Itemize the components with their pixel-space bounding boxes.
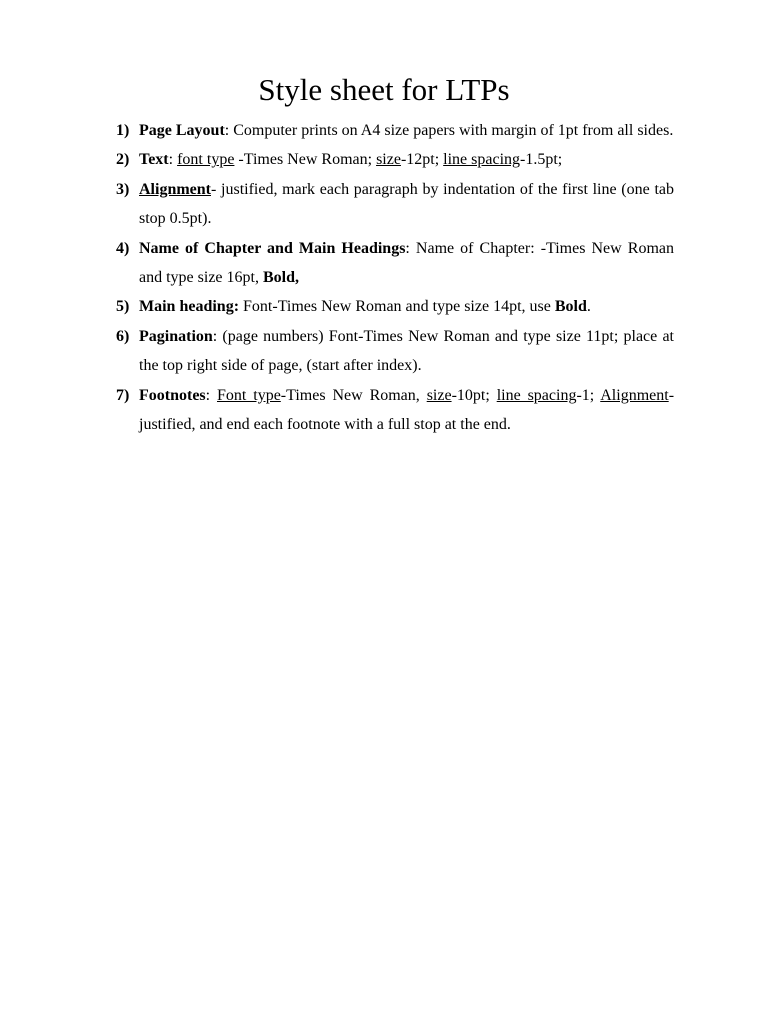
rule-footnotes [116,381,674,440]
font-type-term: Font type [217,386,281,404]
rule-text-formatting [116,145,674,174]
rule-separator: : [168,151,178,169]
rule-number: 2) [116,151,130,169]
rule-label: Text [139,151,169,169]
line-spacing-value: -1.5pt; [520,151,563,169]
style-rules-list [116,116,674,439]
rule-bold-word: Bold [554,298,587,316]
rule-end: . [586,298,591,316]
rule-text: : (page numbers) Font-Times New Roman and type size 11pt; place at the top right side of page, (start after index). [139,327,674,375]
rule-number: 4) [116,239,130,257]
rule-label: Main heading: [139,298,240,316]
rule-number: 7) [116,386,130,404]
font-type-value: -Times New Roman, [280,386,427,404]
alignment-value: - justified, and end each footnote with a full stop at the end. [139,386,675,434]
rule-number: 3) [116,180,130,198]
rule-bold-tail: Bold, [262,269,299,287]
rule-pagination [116,322,674,381]
size-value: -10pt; [451,386,497,404]
size-value: -12pt; [400,151,444,169]
alignment-term: Alignment [600,386,669,404]
font-type-term: font type [177,151,235,169]
rule-page-layout [116,116,674,145]
rule-text: : Name of Chapter: -Times New Roman and type size 16pt, [139,239,674,287]
rule-label: Alignment [139,180,211,198]
rule-label: Footnotes [139,386,206,404]
rule-number: 6) [116,327,130,345]
rule-number: 1) [116,122,130,139]
font-type-value: -Times New Roman; [234,151,377,169]
line-spacing-value: -1; [576,386,601,404]
rule-alignment [116,175,674,234]
size-term: size [426,386,452,404]
rule-text: : Computer prints on A4 size papers with margin of 1pt from all sides. [224,122,674,139]
line-spacing-term: line spacing [443,151,521,169]
line-spacing-term: line spacing [496,386,577,404]
rule-chapter-headings [116,234,674,293]
rule-label: Pagination [139,327,213,345]
document-title: Style sheet for LTPs [258,72,510,107]
rule-main-heading [116,292,674,321]
rule-separator: : [205,386,217,404]
rule-text: Font-Times New Roman and type size 14pt, use [239,298,555,316]
rule-label: Page Layout [139,122,225,139]
size-term: size [376,151,401,169]
rule-number: 5) [116,298,130,316]
rule-text: - justified, mark each paragraph by indentation of the first line (one tab stop 0.5pt). [139,180,674,228]
rule-label: Name of Chapter and Main Headings [139,239,406,257]
